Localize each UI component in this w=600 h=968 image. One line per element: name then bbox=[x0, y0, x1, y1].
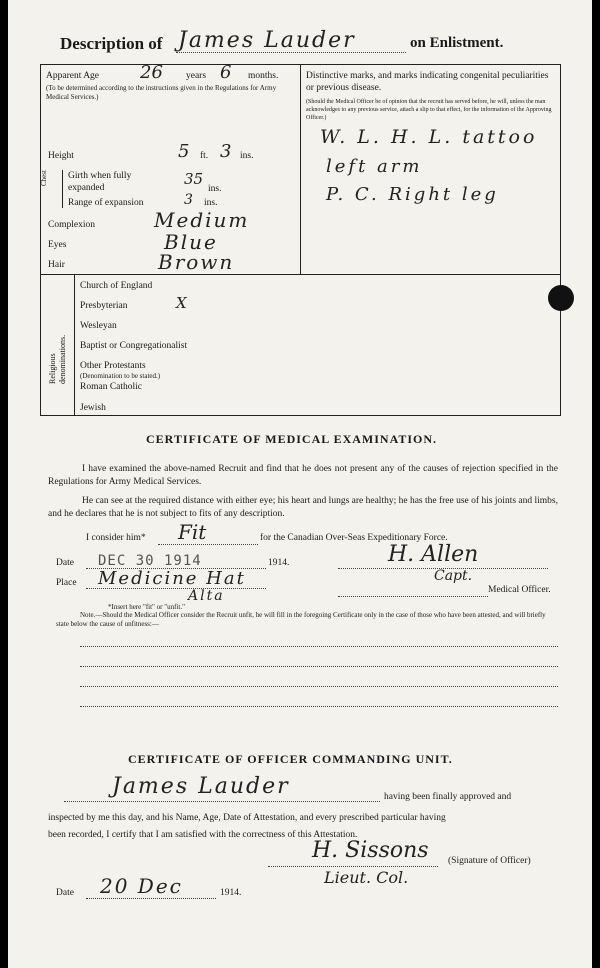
officer-date-value: 20 Dec bbox=[100, 874, 183, 898]
age-years: 26 bbox=[140, 62, 163, 83]
religion-baptist: Baptist or Congregationalist bbox=[80, 341, 188, 351]
consider-prefix: I consider him* bbox=[86, 533, 146, 543]
officer-signature-label: (Signature of Officer) bbox=[448, 856, 531, 866]
officer-year: 1914. bbox=[220, 888, 242, 898]
officer-text-3: been recorded, I certify that I am satisfied with the correctness of this Attestation. bbox=[48, 830, 358, 840]
chest-side-label: Chest bbox=[40, 170, 48, 186]
range-label: Range of expansion bbox=[68, 198, 144, 208]
consider-suffix: for the Canadian Over-Seas Expeditionary Force. bbox=[260, 533, 448, 543]
height-ft: 5 bbox=[178, 141, 190, 162]
religion-other-protestants: Other Protestants bbox=[80, 361, 146, 371]
religion-other-note: (Denomination to be stated.) bbox=[80, 372, 161, 380]
place-value: Medicine Hat bbox=[98, 568, 246, 589]
medical-note: Note.—Should the Medical Officer consider the Recruit unfit, he will fill in the foregoing Certificate only in the case of those who have been attested, and will briefly state below the cause of unfitness:— bbox=[56, 611, 546, 628]
officer-recruit-name: James Lauder bbox=[112, 774, 290, 799]
age-months-label: months. bbox=[248, 71, 279, 81]
medical-year: 1914. bbox=[268, 558, 290, 568]
height-ins-label: ins. bbox=[240, 151, 254, 161]
header-right: on Enlistment. bbox=[410, 35, 504, 51]
officer-text-2: inspected by me this day, and his Name, Age, Date of Attestation, and every prescribed particular having bbox=[48, 813, 446, 823]
age-label: Apparent Age bbox=[46, 71, 100, 81]
enlistment-form bbox=[8, 0, 592, 968]
height-ft-label: ft. bbox=[200, 151, 209, 161]
eyes-label: Eyes bbox=[48, 240, 67, 250]
medical-date-label: Date bbox=[56, 558, 74, 568]
medical-date-stamp: DEC 30 1914 bbox=[98, 553, 202, 569]
religion-wesleyan: Wesleyan bbox=[80, 321, 117, 331]
religion-roman-catholic: Roman Catholic bbox=[80, 382, 143, 392]
officer-signature: H. Sissons bbox=[312, 838, 429, 863]
fit-note: *Insert here "fit" or "unfit." bbox=[108, 603, 185, 611]
distinctive-label: Distinctive marks, and marks indicating congenital peculiarities or previous disease. bbox=[306, 71, 549, 93]
header-left: Description of bbox=[60, 34, 163, 53]
religion-mark: X bbox=[176, 294, 187, 312]
medical-para-2: He can see at the required distance with either eye; his heart and lungs are healthy; he has the free use of his joints and limbs, and he declares that he is not subject to fits of any description. bbox=[48, 496, 558, 519]
distinctive-note: (Should the Medical Officer be of opinion that the recruit has served before, he will, unless the man acknowledges to any previous service, attach a slip to that effect, for the information of the Approving Officer.) bbox=[306, 99, 552, 121]
medical-signature: H. Allen bbox=[388, 542, 479, 567]
place-value-2: Alta bbox=[188, 588, 225, 604]
age-years-label: years bbox=[186, 71, 207, 81]
marks-line-2: left arm bbox=[326, 156, 423, 177]
officer-text-1: having been finally approved and bbox=[384, 792, 512, 802]
girth-label: Girth when fully expanded bbox=[68, 171, 132, 193]
religion-church-of-england: Church of England bbox=[80, 281, 153, 291]
height-label: Height bbox=[48, 151, 74, 161]
eyes-value: Blue bbox=[164, 230, 218, 254]
marks-line-3: P. C. Right leg bbox=[326, 184, 499, 205]
header-name: James Lauder bbox=[178, 28, 356, 53]
age-months: 6 bbox=[220, 62, 232, 83]
hair-value: Brown bbox=[158, 250, 235, 274]
officer-title: CERTIFICATE OF OFFICER COMMANDING UNIT. bbox=[128, 752, 453, 766]
girth-value: 35 bbox=[184, 170, 204, 188]
girth-ins: ins. bbox=[208, 184, 222, 194]
medical-officer-label: Medical Officer. bbox=[488, 585, 551, 595]
complexion-label: Complexion bbox=[48, 220, 95, 230]
complexion-value: Medium bbox=[154, 208, 250, 232]
place-label: Place bbox=[56, 578, 77, 588]
range-value: 3 bbox=[184, 192, 193, 208]
hair-label: Hair bbox=[48, 260, 65, 270]
religion-jewish: Jewish bbox=[80, 403, 106, 413]
height-ins: 3 bbox=[220, 141, 232, 162]
medical-title: CERTIFICATE OF MEDICAL EXAMINATION. bbox=[146, 432, 438, 446]
officer-date-label: Date bbox=[56, 888, 74, 898]
ink-blot bbox=[548, 285, 574, 311]
religion-side-label: Religious denominations. bbox=[48, 334, 67, 384]
religion-presbyterian: Presbyterian bbox=[80, 301, 128, 311]
officer-signature-rank: Lieut. Col. bbox=[324, 868, 409, 887]
range-ins: ins. bbox=[204, 198, 218, 208]
medical-signature-rank: Capt. bbox=[434, 568, 473, 584]
age-note: (To be determined according to the instructions given in the Regulations for Army Medical Services.) bbox=[46, 84, 277, 101]
marks-line-1: W. L. H. L. tattoo bbox=[320, 126, 538, 148]
consider-value: Fit bbox=[178, 520, 207, 544]
medical-para-1: I have examined the above-named Recruit and find that he does not present any of the causes of rejection specified in the Regulations for Army Medical Services. bbox=[48, 464, 558, 487]
